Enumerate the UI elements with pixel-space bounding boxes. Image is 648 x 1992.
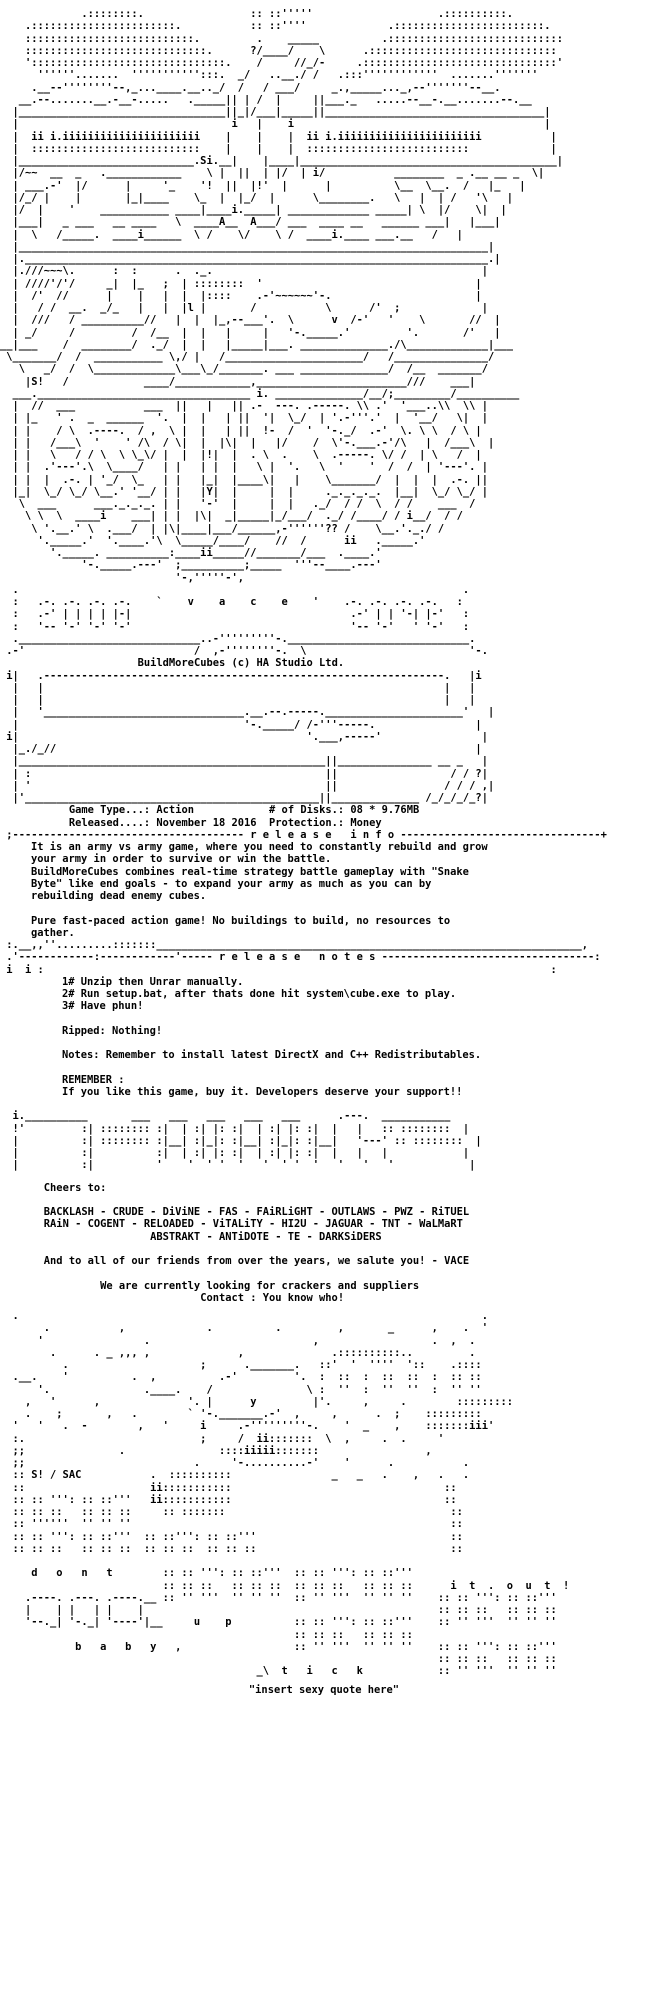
footer-ascii-art: . . . , . . , _ , . ' ' . , . , . . . _ ,,, , , .::::::::::.. . . ; ._______. ::' ' '''' ':: .:::: .__. ' . , .-' '. : :: : :: :: : :: :: '. .____. / \ : '' : '' '' : '' '' , ' , '. | y |'. , . ::::::::: . ; , . ` '-._______.-' , , . ; ::::::::: ' ' . - , ' i .-'''''''''-. ' _ , :::::::iii' :. ; / ii::::::: \ , . . ' ;; . ::::iiiii::::::: , ;; . '-..........-' ' . . :: S! / SAC . :::::::::: _ _ . , . . :: ii::::::::::: :: :: :: ''': :: ::''' ii::::::::::: :: :: :: :: :: :: :: :: ::::::: :: :: '''''' '' '' '' :: :: :: ''': :: ::''' :: ::''': :: ::''' :: :: :: :: :: :: :: :: :: :: :: :: :: :: [12, 1310, 513, 1555]
disks-value: 08 * 9.76MB [350, 804, 420, 817]
title-box-ascii-art: i| .----------------------------------------------------------------. |i | | | | | | | | | '________________________________.__.--.-----.______________________' | | '-._____/ /-'''-----. | i| '.___,-----' | |_./_// | |_________________________________________________||_______________ __ _ | | : || / / ?| | ' || / / / ,| |'_______________________________________________||______________ /_/_/_/_?| [6, 669, 495, 804]
release-info-title: r e l e a s e i n f o [250, 828, 395, 841]
disks-label: # of Disks.: [269, 804, 345, 817]
header-ascii-art: .::::::::. :: ::''''' .::::::::::. .:::::::::::::::::::::::. :: ::'''' .::::::::::::::::::::::::. :::::::::::::::::::::::::::. . _____ .:::::::::::::::::::::::::::: :::::::::::::::::::::::::::::. ?/____/ \ .:::::::::::::::::::::::::::::: ':::::::::::::::::::::::::::::::. / //_/- .:::::::::::::::::::::::::::::::' ''''''....... ''''''''''':::. _/ ..__./ / .:::'''''''''''' .......''''''' .__--''''''''--,_...____.__.._/ / / ___/ _.,_____..._,--'''''''--__. __.--.......__.-__-..... ._____|| | / | ||___._ .....--__-.__.......--.__ |_________________________________||_|/___|_____||___________________________________| | i | i | | ii i.iiiiiiiiiiiiiiiiiiiiii | | | ii i.iiiiiiiiiiiiiiiiiiiiiii | | ::::::::::::::::::::::::::: | | | :::::::::::::::::::::::::: | |____________________________.Si.__| |____|_________________________________________| |/~~ __ _ .____________ \ | || | |/ | i/ ________ _ .__ __ _ \| | ___.-' |/ | '_ '! || |!' | | \__ \__. / |_ | |/_/ | | |_|____ \_ | |_/ | \________. \ | | / '\ | |/ | ' ___________ ____|____i._____| _____________ _____| \ |/ \| | |___| _ ___ __ ____ \ ____A__ A___/ ___ ____ __ ______ ___| |___| | \ /_____. ____i______ \ / \/ \ / ____i.____ ___.__ / | |___________________________________________________________________________| [12, 8, 564, 253]
protection-label: Protection.: [269, 816, 345, 829]
step-1: 1# Unzip then Unrar manually. [62, 975, 244, 988]
game-info-block [0, 804, 648, 829]
contact-line: Contact : You know who! [200, 1291, 345, 1304]
release-info-paragraph-1: It is an army vs army game, where you need to constantly rebuild and grow your army in order to survive or win the battle. BuildMoreCubes combines real-time strategy battle gameplay with "Snake Byte" like end goals - to expand your army as much as you can by rebuilding dead enemy cubes. [31, 841, 488, 902]
greets-line-1: BACKLASH - CRUDE - DiViNE - FAS - FAiRLiGHT - OUTLAWS - PWZ - RiTUEL [43, 1206, 470, 1218]
greets-block [0, 1182, 648, 1305]
remember-line: If you like this game, buy it. Developers deserve your support!! [62, 1086, 463, 1098]
dont-quit-ascii-art: d o n t :: :: ''': :: ::''' :: :: ''': :: ::''' :: :: :: :: :: :: :: :: :: :: :: :: i t . o u t ! .----. .---. .----.__ :: '' ''' '' '' '' :: '' ''' '' '' '' :: :: ''': :: ::''' | | | | | | :: :: :: :: :: :: '--._| '-._| '----'|__ u p :: :: ''': :: ::''' :: '' ''' '' '' '' :: :: :: :: :: :: b a b y , :: '' ''' '' '' '' :: :: ''': :: ::''' :: :: :: :: :: :: _\ t i c k :: '' ''' '' '' '' [25, 1567, 570, 1678]
release-info-paragraph-2: Pure fast-paced action game! No buildings to build, no resources to gather. [31, 914, 451, 939]
game-type-value: Action [156, 804, 194, 817]
ripped-line: Ripped: Nothing! [62, 1024, 163, 1037]
greets-line-2: RAiN - COGENT - RELOADED - ViTALiTY - HI2U - JAGUAR - TNT - WaLMaRT [43, 1218, 463, 1231]
vace-logo-ascii-art: i.__________ ___ ___ ___ ___ ___ .---. ___________ !' :| :::::::: :| | :| |: :| | :| |: :| | | :: :::::::: | | :| :::::::: :|__| :|_|: :|__| :|_|: :|__| '---' :: :::::::: | | :| :| | :| |: :| | :| |: :| | | | | | :| ' ' ' ' ' ' ' ' ' ' ' ' | [12, 1110, 482, 1172]
sexy-quote: "insert sexy quote here" [248, 1683, 400, 1696]
nfo-document [0, 8, 648, 1696]
released-label: Released....: [68, 816, 151, 829]
remember-label: REMEMBER : [62, 1073, 125, 1086]
release-notes-header: :.__,,''.........:::::::____________________________________________________________________, .'------------:------------'----- r e l e a s e n o t e s ----------------------------------: i i : : [6, 939, 601, 976]
company-line [0, 657, 648, 669]
company-name: BuildMoreCubes (c) HA Studio Ltd. [137, 657, 345, 670]
cheers-label: Cheers to: [43, 1181, 107, 1194]
notes-line: Notes: Remember to install latest DirectX and C++ Redistributables. [62, 1049, 482, 1062]
looking-line: We are currently looking for crackers and suppliers [100, 1279, 420, 1292]
greets-line-3: ABSTRAKT - ANTiDOTE - TE - DARKSiDERS [150, 1230, 382, 1243]
release-notes-steps [0, 976, 648, 1099]
release-notes-title: r e l e a s e n o t e s [218, 951, 376, 964]
years-ascii-art: . . : .-. .-. .-. .-. ` v a c e ' .-. .-. .-. .-. : : .-' | | | | |-| .-' | | '-| |-' : : '-- '-' '-' '-' '-- '-' ' '-' : ._____________________________..-'''''''''-._____________________________. .-' / ,-''''''''-. \ '-. [6, 583, 488, 657]
friends-line: And to all of our friends from over the years, we salute you! - VACE [43, 1255, 470, 1267]
central-ascii-art: |.__________________________________________________________________________.| |.///~~~\. : : . ._. | | ////'/'/ _| |_ ; | :::::::: ' | | /' // | | | | |:::: .-'~~~~~~'-. | | / / __. _/_ | | |l | / \ /' ; | | /// / __________// | | |_,--___'. \ v /-' ' \ // | | _/ / / /__ | | | | '-._____.' '. /' | __|___ / ________/ ._/ | | |_____|___. ______________./\_____________|___ \_______/ / ___________ \,/ | /______________________/ /_______________/ \ _/ / \_____________\___\_/_______. ___ ______________/ /__ _______/ |S! / ____/____________,________________________/// ___| ___.__________________________________ i. ______________/__/;_________/__________ | // ___ ___ || | || .- ---. .-----. \\ .' '___..\\ \\ | | |_ ' . _ ______ '. | | | || '| \_/ | '.-'''.' | '__/ \| | | | / \ .----. / , \ | | | || !- / ' '-._/ .-' \. \ \ / \ | | | /___\ ' ' /\ / \| | |\| | |/ / \'-.___.-'/\ | /___\ | | | \ / / \ \ \_\/ | | |!| | . \ . \ .-----. \/ / | \ / | | | .'---'.\ \____/ | | | | | \ | '. \ ' ' / / | '---'. | | | | .-. | '_/ \_ | | |_| |____\| | \_______/ | | | .-. || |_| \_/ \_/ \__.' '__/ | | |Y| | | | ._._._._. |__| \_/ \_/ | \ ___ ___._._._. | | '-' | | | ._/ / / \ / / ___ / \ \ \ ____i ___| | | |\| _|_____|_/___/ ._/ /____/ / i__/ / / \ '.__.' \ .___/ | |\|____|___/______,-''''''?? / \__.'._./ / '._____.' '.____.'\ \_____/____/ // / ii ._____.' '._____. __________:____ii_____//_______/___ .____.' '-._____.---' ;__________;_____ '''--____.---' '-,'''''-', [0, 253, 520, 584]
game-type-label: Game Type...: [68, 804, 151, 817]
protection-value: Money [350, 816, 382, 829]
release-info-header: ;------------------------------------- r e l e a s e i n f o --------------------------------+ [0, 828, 607, 841]
step-3: 3# Have phun! [62, 1000, 144, 1013]
released-value: November 18 2016 [156, 816, 257, 829]
step-2: 2# Run setup.bat, after thats done hit system\cube.exe to play. [62, 988, 457, 1000]
